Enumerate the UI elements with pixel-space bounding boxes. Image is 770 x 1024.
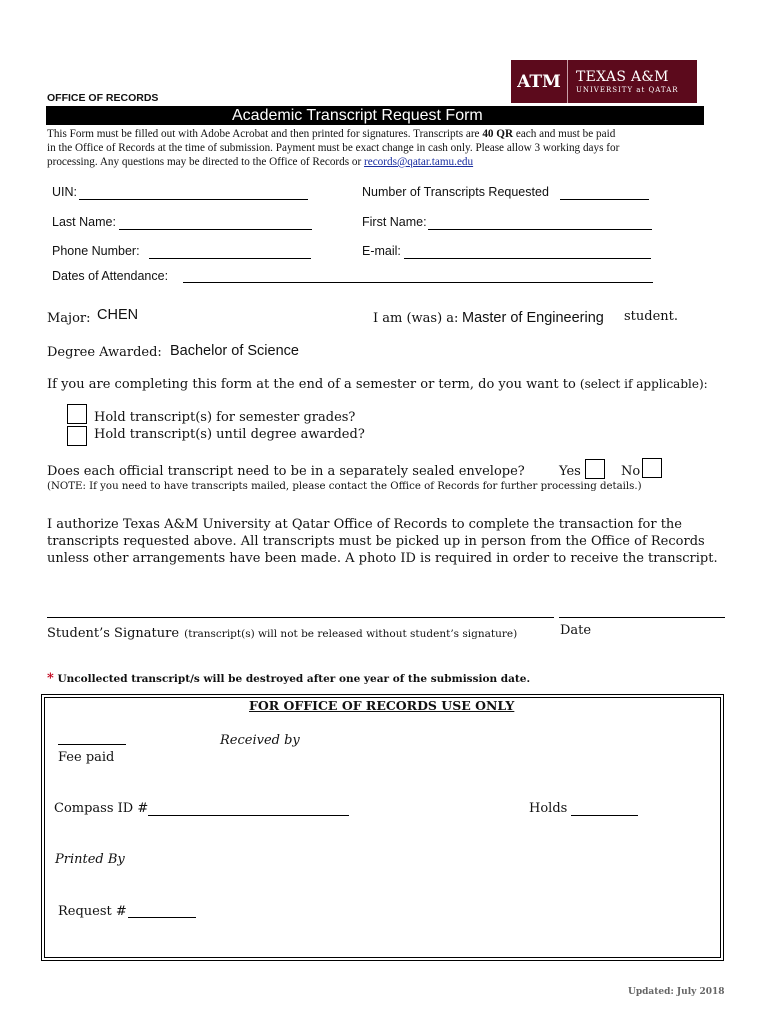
- form-title-bar: [46, 106, 704, 125]
- dates-label: Dates of Attendance:: [52, 269, 169, 283]
- fee-paid-field[interactable]: [58, 744, 126, 745]
- num-transcripts-field[interactable]: [560, 199, 649, 200]
- hold-semester-checkbox[interactable]: [67, 404, 87, 424]
- envelope-note: (NOTE: If you need to have transcripts mailed, please contact the Office of Records for further processing details.): [47, 481, 642, 492]
- date-field[interactable]: [559, 617, 725, 618]
- first-name-label: First Name:: [362, 215, 427, 229]
- holds-field[interactable]: [571, 815, 638, 816]
- compass-id-field[interactable]: [148, 815, 349, 816]
- form-title: Academic Transcript Request Form: [232, 107, 483, 124]
- signature-label: Student’s Signature: [47, 626, 180, 641]
- degree-input[interactable]: Bachelor of Science: [170, 343, 299, 359]
- office-use-box-inner: [44, 697, 721, 958]
- atm-logo-mark: ATM: [511, 60, 568, 103]
- hold-degree-label: Hold transcript(s) until degree awarded?: [94, 427, 365, 442]
- uncollected-text: Uncollected transcript/s will be destroyed after one year of the submission date.: [57, 673, 531, 685]
- hold-degree-checkbox[interactable]: [67, 426, 87, 446]
- authorize-line2: transcripts requested above. All transcripts must be picked up in person from the Office of Records: [47, 534, 705, 549]
- hold-semester-label: Hold transcript(s) for semester grades?: [94, 410, 356, 425]
- num-transcripts-label: Number of Transcripts Requested: [362, 185, 549, 199]
- email-label: E-mail:: [362, 244, 401, 258]
- university-logo: [511, 60, 697, 103]
- price: 40 QR: [482, 128, 514, 140]
- authorization-text: [47, 516, 737, 567]
- holds-label: Holds: [529, 801, 568, 816]
- major-input[interactable]: CHEN: [97, 307, 139, 323]
- phone-field[interactable]: [149, 258, 311, 259]
- intro-paragraph: [47, 127, 727, 169]
- logo-name: TEXAS A&M: [576, 68, 669, 85]
- hold-question-note: (select if applicable):: [579, 377, 708, 391]
- intro-line1: This Form must be filled out with Adobe Acrobat and then printed for signatures. Transcripts are: [47, 128, 483, 140]
- envelope-no-label: No: [621, 464, 641, 479]
- intro-line2: in the Office of Records at the time of submission. Payment must be exact change in cash only. Please allow 3 working days for: [47, 142, 620, 154]
- uin-label: UIN:: [52, 185, 77, 199]
- updated-footer: Updated: July 2018: [628, 987, 725, 997]
- dates-field[interactable]: [183, 282, 653, 283]
- uin-field[interactable]: [79, 199, 308, 200]
- received-by-label: Received by: [220, 733, 300, 748]
- date-label: Date: [560, 623, 592, 638]
- intro-line1-end: each and must be paid: [513, 128, 616, 140]
- email-field[interactable]: [404, 258, 651, 259]
- envelope-yes-checkbox[interactable]: [585, 459, 605, 479]
- office-use-title: FOR OFFICE OF RECORDS USE ONLY: [249, 698, 515, 713]
- status-prefix: I am (was) a:: [373, 311, 459, 326]
- signature-field[interactable]: [47, 617, 554, 618]
- signature-label-row: [47, 622, 517, 641]
- fee-paid-label: Fee paid: [58, 750, 115, 765]
- uncollected-notice: [47, 671, 530, 686]
- authorize-line3: unless other arrangements have been made. A photo ID is required in order to receive the transcript.: [47, 551, 718, 566]
- intro-line3: processing. Any questions may be directed to the Office of Records or: [47, 156, 365, 168]
- envelope-no-checkbox[interactable]: [642, 458, 662, 478]
- required-star: *: [47, 671, 54, 686]
- request-field[interactable]: [128, 917, 196, 918]
- records-email-link[interactable]: records@qatar.tamu.edu: [364, 156, 474, 168]
- office-label: OFFICE OF RECORDS: [47, 92, 159, 104]
- envelope-question: Does each official transcript need to be in a separately sealed envelope?: [47, 464, 525, 479]
- first-name-field[interactable]: [428, 229, 652, 230]
- printed-by-label: Printed By: [55, 852, 125, 867]
- logo-subtitle: UNIVERSITY at QATAR: [576, 85, 679, 94]
- degree-label: Degree Awarded:: [47, 345, 162, 360]
- phone-label: Phone Number:: [52, 244, 140, 258]
- program-input[interactable]: Master of Engineering: [462, 310, 604, 326]
- status-suffix: student.: [624, 309, 679, 324]
- last-name-field[interactable]: [119, 229, 312, 230]
- request-label: Request #: [58, 904, 127, 919]
- envelope-yes-label: Yes: [559, 464, 581, 479]
- last-name-label: Last Name:: [52, 215, 116, 229]
- compass-id-label: Compass ID #: [54, 801, 149, 816]
- hold-question: [47, 377, 708, 392]
- authorize-line1: I authorize Texas A&M University at Qatar Office of Records to complete the transaction for the: [47, 517, 682, 532]
- signature-note: (transcript(s) will not be released without student’s signature): [184, 628, 518, 640]
- major-label: Major:: [47, 311, 91, 326]
- hold-question-text: If you are completing this form at the end of a semester or term, do you want to: [47, 377, 576, 392]
